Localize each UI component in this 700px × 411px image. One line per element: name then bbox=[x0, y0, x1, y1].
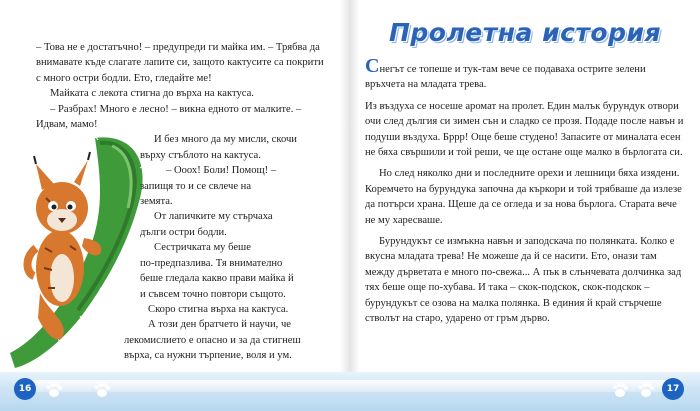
narrow-line: дълги остри бодли. bbox=[140, 226, 227, 238]
narrow-line: А този ден братчето й научи, че bbox=[148, 319, 291, 331]
narrow-line: Сестричката му беше bbox=[154, 242, 251, 254]
page-number-right: 17 bbox=[662, 378, 684, 400]
narrow-line: запищя то и се свлече на bbox=[140, 180, 252, 192]
narrow-line: От лапичките му стърчаха bbox=[154, 211, 273, 223]
first-paragraph bbox=[365, 55, 687, 93]
right-page bbox=[350, 0, 700, 411]
left-page-text bbox=[36, 40, 326, 364]
closing-line: лекомислието е опасно и за да стигнеш bbox=[124, 334, 301, 346]
right-paragraph: Из въздуха се носеше аромат на пролет. Един малък бурундук отвори очи след дългия си зимен сън и сладко се прозя. Подаде после навън и подуши въздуха. Бррр! Още беше студено! Запасите от миналата есен не бяха свършили и той реши, че ще остане още малко в бърлогата си. bbox=[365, 100, 684, 159]
drop-cap: С bbox=[365, 55, 380, 77]
footer-stripe bbox=[20, 380, 680, 392]
narrow-line: по-предпазлива. Тя внимателно bbox=[140, 257, 283, 269]
first-paragraph-text: негът се топеше и тук-там вече се подаваха острите зелени връхчета на младата трева. bbox=[365, 64, 646, 91]
story-title: Пролетна история bbox=[388, 18, 662, 47]
narrow-line: Скоро стигна върха на кактуса. bbox=[148, 303, 289, 315]
narrow-line: земята. bbox=[140, 196, 173, 208]
paw-print-icon bbox=[636, 380, 656, 400]
page-number-left: 16 bbox=[14, 378, 36, 400]
closing-line: върха, са нужни търпение, воля и ум. bbox=[124, 350, 292, 362]
right-paragraph: Бурундукът се измъкна навън и заподскача по полянката. Колко е вкусна младата трева! Не можеше да й се насити. Ето, онази там между дърветата е много по-свежа... А пък в слънчевата долчинка зад тях беше още по-хубава. И така – скок-подскок, скок-подскок – бурундукът се озова на малка полянка. В единия й край стърчеше стволът на старо, ударено от гръм дърво. bbox=[365, 236, 682, 325]
narrow-line: върху стъблото на кактуса. bbox=[140, 149, 261, 161]
narrow-line: – Ооох! Боли! Помощ! – bbox=[166, 165, 277, 177]
narrow-line: беше гледала какво прави майка й bbox=[140, 273, 294, 285]
right-paragraph: Но след няколко дни и последните орехи и лешници бяха изядени. Коремчето на бурундука започна да къркори и той трябваше да излезе да потърси храна. Щеше да се огледа и за нова бърлога. Старата вече не му харесваше. bbox=[365, 168, 682, 226]
paw-print-icon bbox=[92, 380, 112, 400]
paw-print-icon bbox=[610, 380, 630, 400]
left-paragraph: – Това не е достатъчно! – предупреди ги майка им. – Трябва да внимавате къде слагате лапите си, защото кактусите са покрити с много остри бодли. Ето, гледайте ме! bbox=[36, 42, 324, 84]
paw-print-icon bbox=[44, 380, 64, 400]
left-paragraph: – Разбрах! Много е лесно! – викна едното от малките. – Идвам, мамо! bbox=[36, 103, 302, 131]
narrow-line: И без много да му мисли, скочи bbox=[154, 134, 297, 146]
right-page-text bbox=[365, 55, 687, 333]
narrow-line: и съвсем точно повтори същото. bbox=[140, 288, 286, 300]
left-paragraph: Майката с лекота стигна до върха на кактуса. bbox=[50, 88, 254, 100]
